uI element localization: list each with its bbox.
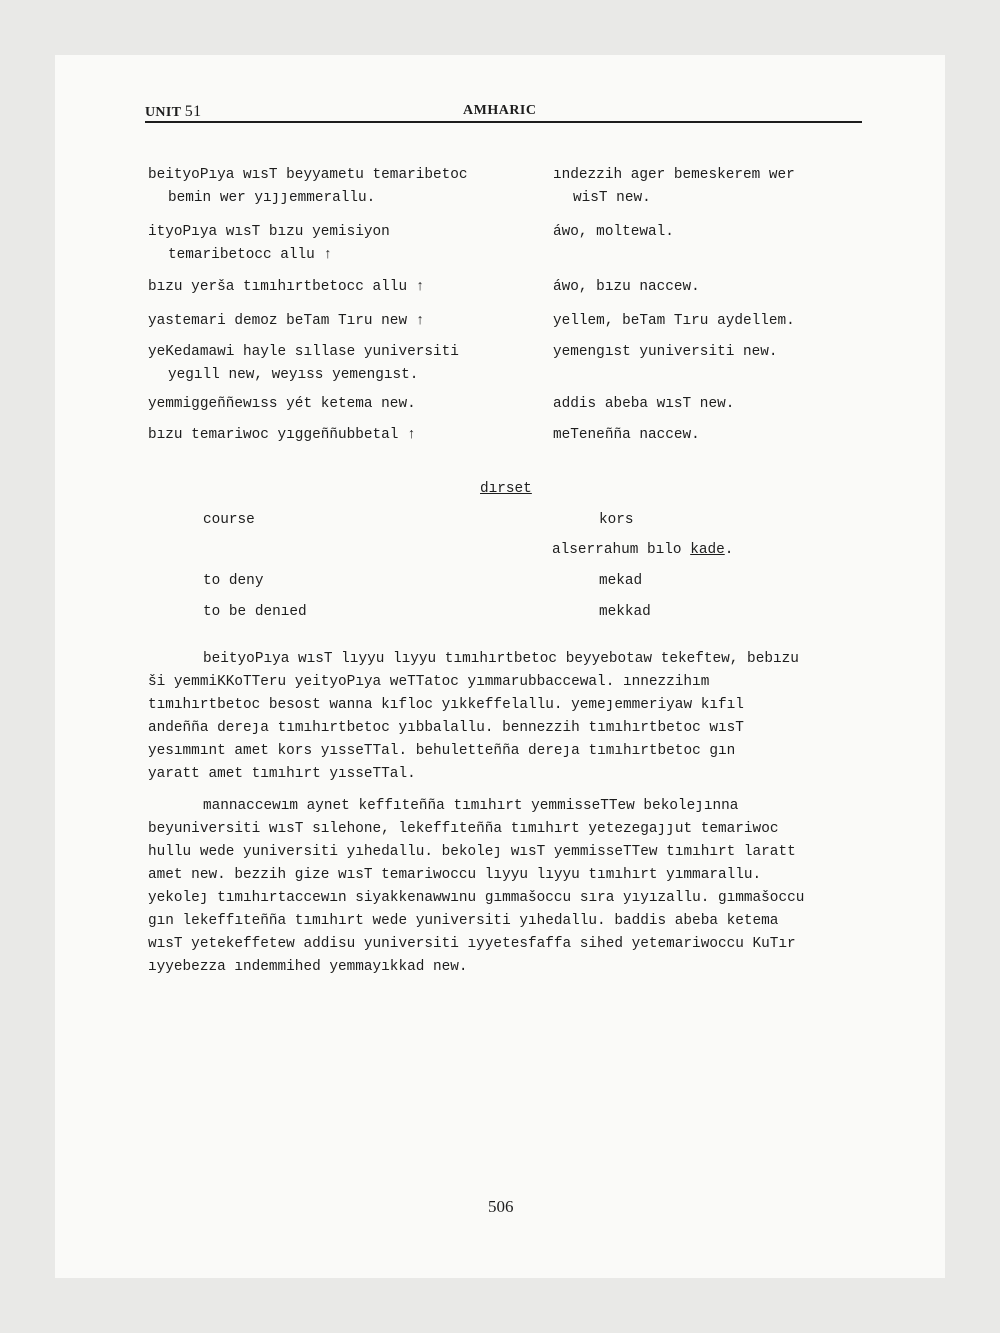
- dialogue-question: yemmiggeññewıss yét ketema new.: [148, 396, 416, 412]
- dialogue-answer: meTeneñña naccew.: [553, 427, 700, 443]
- paragraph-line: andeñña dereȷa tımıhırtbetoc yıbbalallu. bennezzih tımıhırtbetoc wısT: [148, 720, 744, 736]
- dialogue-answer: yellem, beTam Tıru aydellem.: [553, 313, 795, 329]
- reading-paragraph: [148, 648, 860, 786]
- dialogue-question: beityoPıya wısT beyyametu temaribetoc bemin wer yıȷȷemmerallu.: [148, 167, 468, 206]
- vocab-english: to deny: [203, 573, 264, 589]
- dialogue-answer: ındezzih ager bemeskerem wer wisT new.: [553, 167, 795, 206]
- paragraph-line: hullu wede yuniversiti yıhedallu. bekoleȷ wısT yemmisseTTew tımıhırt laratt: [148, 844, 796, 860]
- paragraph-line: beityoPıya wısT lıyyu lıyyu tımıhırtbetoc beyyebotaw tekeftew, bebızu: [203, 651, 799, 667]
- vocab-amharic: mekkad: [599, 604, 651, 620]
- paragraph-line: wısT yetekeffetew addisu yuniversiti ıyyetesfaffa sihed yetemariwoccu KuTır: [148, 936, 796, 952]
- vocab-example: alserrahum bılo kade.: [552, 542, 734, 558]
- reading-paragraph: [148, 795, 860, 979]
- paragraph-line: beyuniversiti wısT sılehone, lekeffıteñña tımıhırt yetezegaȷȷut temariwoc: [148, 821, 779, 837]
- vocab-amharic: kors: [599, 512, 634, 528]
- dialogue-question: bızu yerša tımıhırtbetocc allu ↑: [148, 279, 425, 295]
- unit-label: UNIT 51: [145, 103, 202, 120]
- paragraph-line: gın lekeffıteñña tımıhırt wede yuniversiti yıhedallu. baddis abeba ketema: [148, 913, 779, 929]
- dialogue-answer: yemengıst yuniversiti new.: [553, 344, 778, 360]
- dialogue-answer: addis abeba wısT new.: [553, 396, 735, 412]
- page-header: [145, 103, 862, 123]
- dialogue-question: bızu temariwoc yıggeññubbetal ↑: [148, 427, 416, 443]
- dialogue-question: yastemari demoz beTam Tıru new ↑: [148, 313, 425, 329]
- header-rule: [145, 121, 862, 123]
- paragraph-line: yesımmınt amet kors yısseTTal. behuletteñña dereȷa tımıhırtbetoc gın: [148, 743, 736, 759]
- dialogue-question: ityoPıya wısT bızu yemisiyon temaribetocc allu ↑: [148, 224, 390, 263]
- paragraph-line: ıyyebezza ındemmihed yemmayıkkad new.: [148, 959, 468, 975]
- paragraph-line: mannaccewım aynet keffıteñña tımıhırt yemmisseTTew bekoleȷınna: [203, 798, 739, 814]
- vocab-english: course: [203, 512, 255, 528]
- book-title: AMHARIC: [463, 103, 537, 118]
- paragraph-line: yaratt amet tımıhırt yısseTTal.: [148, 766, 416, 782]
- paragraph-line: ši yemmiKKoTTeru yeityoPıya weTTatoc yımmarubbaccewal. ınnezzihım: [148, 674, 710, 690]
- vocab-amharic: mekad: [599, 573, 643, 589]
- paragraph-line: yekoleȷ tımıhırtaccewın siyakkenawwınu gımmašoccu sıra yıyızallu. gımmašoccu: [148, 890, 805, 906]
- dialogue-answer: áwo, moltewal.: [553, 224, 674, 240]
- vocabulary-heading: dırset: [480, 481, 532, 497]
- page-number: 506: [488, 1197, 514, 1216]
- dialogue-question: yeKedamawi hayle sıllase yuniversiti yegıll new, weyıss yemengıst.: [148, 344, 459, 383]
- vocab-english: to be denıed: [203, 604, 307, 620]
- paragraph-line: tımıhırtbetoc besost wanna kıfloc yıkkeffelallu. yemeȷemmeriyaw kıfıl: [148, 697, 744, 713]
- paragraph-line: amet new. bezzih gize wısT temariwoccu lıyyu lıyyu tımıhırt yımmarallu.: [148, 867, 762, 883]
- dialogue-answer: áwo, bızu naccew.: [553, 279, 700, 295]
